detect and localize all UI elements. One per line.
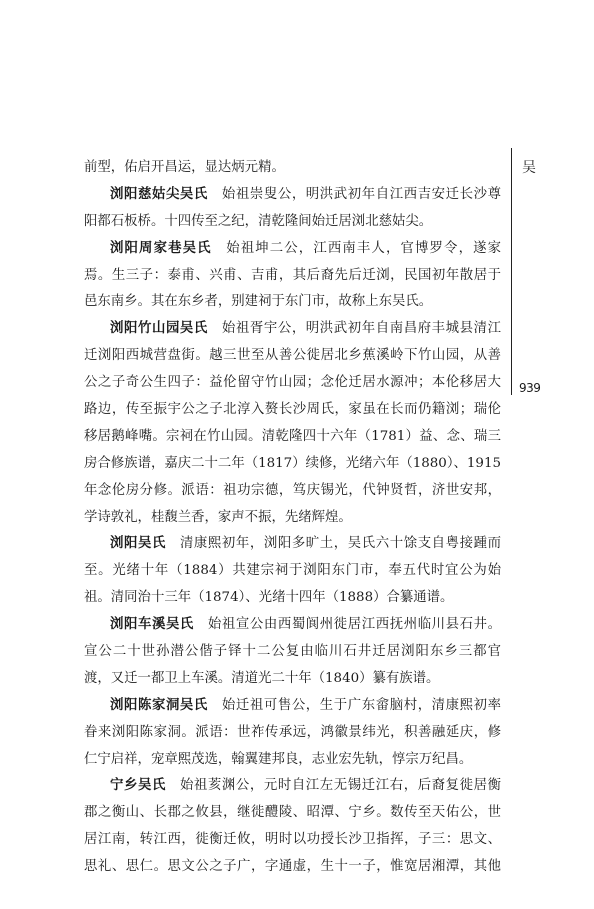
line-text: 郡之衡山、长郡之攸县，继徙醴陵、昭潭、宁乡。数传至天佑公，世 <box>84 805 501 821</box>
line-text: 公之子奇公生四子：益伦留守竹山园；念伦迁居水源冲；本伦移居大 <box>84 375 501 391</box>
line-text: 年念伦房分修。派语：祖功宗德，笃庆锡光，代钟贤哲，济世安邦， <box>84 482 501 498</box>
line-text: 清康熙初年，浏阳多旷土，吴氏六十馀支自粤接踵而 <box>165 536 501 552</box>
line-text: 始祖坤二公，江西南丰人，官博罗令，遂家 <box>211 240 501 256</box>
text-line <box>84 800 501 827</box>
line-text: 焉。生三子：泰甫、兴甫、吉甫，其后裔先后迁浏，民国初年散居于 <box>84 267 501 283</box>
margin-rule <box>511 148 512 395</box>
entry-heading: 浏阳吴氏 <box>110 536 166 552</box>
text-line <box>84 505 501 532</box>
body-text <box>84 155 501 881</box>
line-text: 学诗敦礼，桂馥兰香，家声不振，先绪辉煌。 <box>84 509 352 525</box>
text-line <box>84 585 501 612</box>
line-text: 眷来浏阳陈家洞。派语：世祚传承远，鸿徽景纬光，积善融延庆，修 <box>84 724 501 740</box>
entry-first-line <box>84 316 501 343</box>
line-text: 至。光绪十年（1884）共建宗祠于浏阳东门市，奉五代时宜公为始 <box>84 563 501 579</box>
line-text: 始祖荄渊公，元时自江左无锡迁江右，后裔复徙居衡 <box>165 778 501 794</box>
text-line <box>84 854 501 881</box>
line-text: 渡，又迁一都卫上车溪。清道光二十年（1840）纂有族谱。 <box>84 670 440 686</box>
line-text: 始祖崇叟公，明洪武初年自江西吉安迁长沙尊 <box>207 186 501 202</box>
line-text: 前型，佑启开昌运，显达炳元精。 <box>84 160 285 175</box>
line-text: 始祖胥宇公，明洪武初年自南昌府丰城县清江 <box>207 321 501 337</box>
line-text: 邑东南乡。其在东乡者，别建祠于东门市，故称上东吴氏。 <box>84 294 433 310</box>
entry-first-line <box>84 182 501 209</box>
section-surname-tab: 吴 <box>522 160 536 176</box>
line-text: 路边，传至振宇公之子北淳入赘长沙周氏，家虽在长而仍籍浏；瑞伦 <box>84 402 501 418</box>
text-line <box>84 370 501 397</box>
text-line <box>84 263 501 290</box>
entry-first-line <box>84 693 501 720</box>
line-text: 阳都石板桥。十四传至之纪，清乾隆间始迁居浏北慈姑尖。 <box>84 213 433 229</box>
line-text: 思礼、思仁。思文公之子广，字通虚，生十一子，惟宽居湘潭，其他 <box>84 859 501 875</box>
line-text: 仁宁启祥，宠章熙茂选，翰翼建邦良，志业宏先轨，惇宗万纪昌。 <box>84 751 473 767</box>
entry-heading: 浏阳车溪吴氏 <box>110 617 194 633</box>
line-text: 房合修族谱，嘉庆二十二年（1817）续修，光绪六年（1880）、1915 <box>84 455 501 471</box>
line-text: 始迁祖可售公，生于广东畲脑村，清康熙初率 <box>207 697 501 713</box>
text-line <box>84 720 501 747</box>
entry-heading: 浏阳竹山园吴氏 <box>110 321 208 337</box>
entry-heading: 浏阳周家巷吴氏 <box>110 240 212 256</box>
text-line <box>84 451 501 478</box>
text-line <box>84 397 501 424</box>
entry-first-line <box>84 236 501 263</box>
entry-first-line <box>84 773 501 800</box>
text-line <box>84 343 501 370</box>
text-line <box>84 209 501 236</box>
entry-heading: 浏阳陈家洞吴氏 <box>110 697 208 713</box>
text-line <box>84 558 501 585</box>
text-line <box>84 478 501 505</box>
line-text: 始祖宣公由西蜀阆州徙居江西抚州临川县石井。 <box>193 617 501 633</box>
text-line <box>84 424 501 451</box>
entry-first-line <box>84 531 501 558</box>
page-number: 939 <box>519 381 541 395</box>
text-line <box>84 155 501 182</box>
text-line <box>84 639 501 666</box>
entry-heading: 浏阳慈姑尖吴氏 <box>110 186 208 202</box>
line-text: 宣公二十世孙潜公偕子铎十二公复由临川石井迁居浏阳东乡三都官 <box>84 644 501 660</box>
line-text: 迁浏阳西城营盘街。越三世至从善公徙居北乡蕉溪岭下竹山园，从善 <box>84 348 501 364</box>
text-line <box>84 827 501 854</box>
entry-heading: 宁乡吴氏 <box>110 778 166 794</box>
entry-first-line <box>84 612 501 639</box>
line-text: 居江南，转江西，徙衡迁攸，明时以功授长沙卫指挥，子三：思文、 <box>84 832 501 848</box>
text-line <box>84 666 501 693</box>
text-line <box>84 289 501 316</box>
line-text: 祖。清同治十三年（1874）、光绪十四年（1888）合纂通谱。 <box>84 590 454 606</box>
line-text: 移居鹅峰嘴。宗祠在竹山园。清乾隆四十六年（1781）益、念、瑞三 <box>84 428 501 444</box>
text-line <box>84 747 501 774</box>
